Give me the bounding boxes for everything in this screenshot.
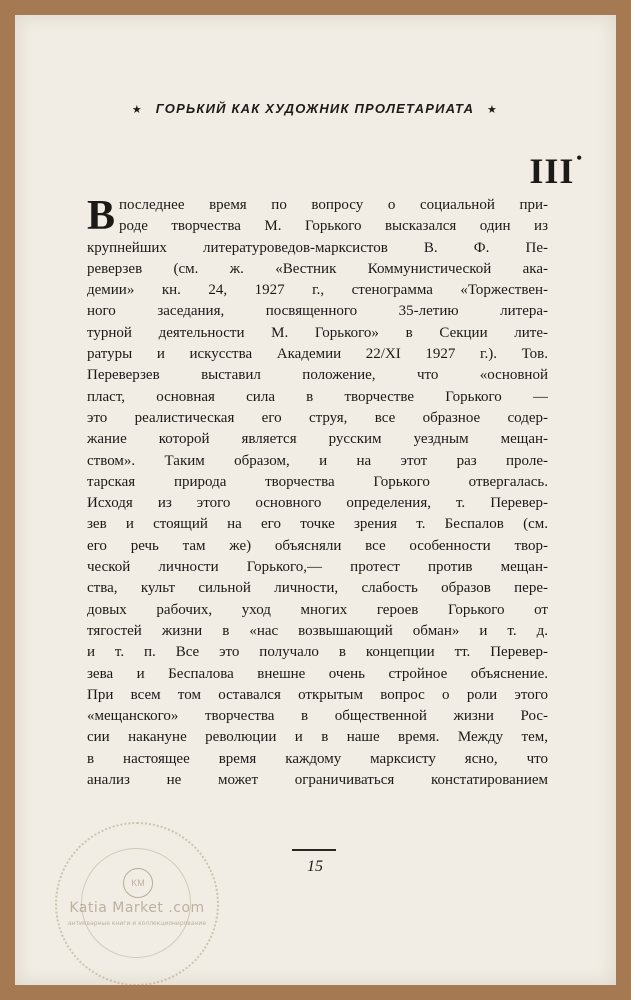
text-line: это реалистическая его струя, все образное содер-: [87, 409, 548, 426]
text-line: ратуры и искусства Академии 22/XI 1927 г.). Тов.: [87, 346, 548, 363]
text-line: турной деятельности М. Горького» в Секции лите-: [87, 324, 548, 341]
text-line: демии» кн. 24, 1927 г., стенограмма «Торжествен-: [87, 282, 548, 299]
text-line: жание которой является русским уездным мещан-: [87, 431, 548, 448]
body-text: [87, 195, 548, 791]
text-line: его речь там же) объясняли все особенности твор-: [87, 537, 548, 554]
text-line: тарская природа творчества Горького отвергалась.: [87, 473, 548, 490]
star-left-icon: ★: [131, 104, 143, 116]
text-line: роде творчества М. Горького высказался один из: [119, 218, 548, 235]
section-number-dot-icon: •: [576, 150, 583, 167]
drop-cap: В: [87, 193, 116, 239]
text-line: довых рабочих, уход многих героев Горького от: [87, 601, 548, 618]
text-line: пласт, основная сила в творчестве Горького —: [87, 388, 548, 405]
watermark-seal: [55, 822, 219, 985]
text-line: крупнейших литературоведов-марксистов В. Ф. Пе-: [87, 239, 548, 256]
text-line: «мещанского» творчества в общественной жизни Рос-: [87, 708, 548, 725]
section-number-text: III: [529, 151, 575, 191]
text-line: тягостей жизни в «нас возвышающий обман» и т. д.: [87, 622, 548, 639]
text-line: и т. п. Все это получало в концепции тт. Перевер-: [87, 644, 548, 661]
text-line: ческой личности Горького,— протест против мещан-: [87, 559, 548, 576]
text-line: сии накануне революции и в наше время. Между тем,: [87, 729, 548, 746]
text-line: Переверзев выставил положение, что «основной: [87, 367, 548, 384]
footer-rule: [292, 849, 336, 851]
book-page: [15, 15, 616, 985]
running-header: [115, 101, 515, 116]
text-line: зева и Беспалова внешне очень стройное объяснение.: [87, 665, 548, 682]
watermark-monogram: KM: [123, 868, 153, 898]
text-line: ного заседания, посвященного 35-летию литера-: [87, 303, 548, 320]
watermark-tagline: антикварные книги и коллекционирование: [67, 920, 207, 927]
running-header-title: ГОРЬКИЙ КАК ХУДОЖНИК ПРОЛЕТАРИАТА: [155, 101, 475, 116]
text-line: в настоящее время каждому марксисту ясно, что: [87, 750, 548, 767]
watermark-brand: Katia Market .com: [69, 900, 205, 916]
star-right-icon: ★: [487, 104, 499, 116]
text-line: последнее время по вопросу о социальной при-: [119, 197, 548, 213]
text-line: ством». Таким образом, и на этот раз проле-: [87, 452, 548, 469]
text-line: ства, культ сильной личности, слабость образов пере-: [87, 580, 548, 597]
text-line: Исходя из этого основного определения, т. Перевер-: [87, 495, 548, 512]
text-line: зев и стоящий на его точке зрения т. Беспалов (см.: [87, 516, 548, 533]
text-line: анализ не может ограничиваться констатированием: [87, 772, 548, 789]
section-number: [529, 150, 583, 192]
text-line: реверзев (см. ж. «Вестник Коммунистической ака-: [87, 260, 548, 277]
text-line: При всем том оставался открытым вопрос о роли этого: [87, 686, 548, 703]
page-number: 15: [307, 858, 323, 875]
